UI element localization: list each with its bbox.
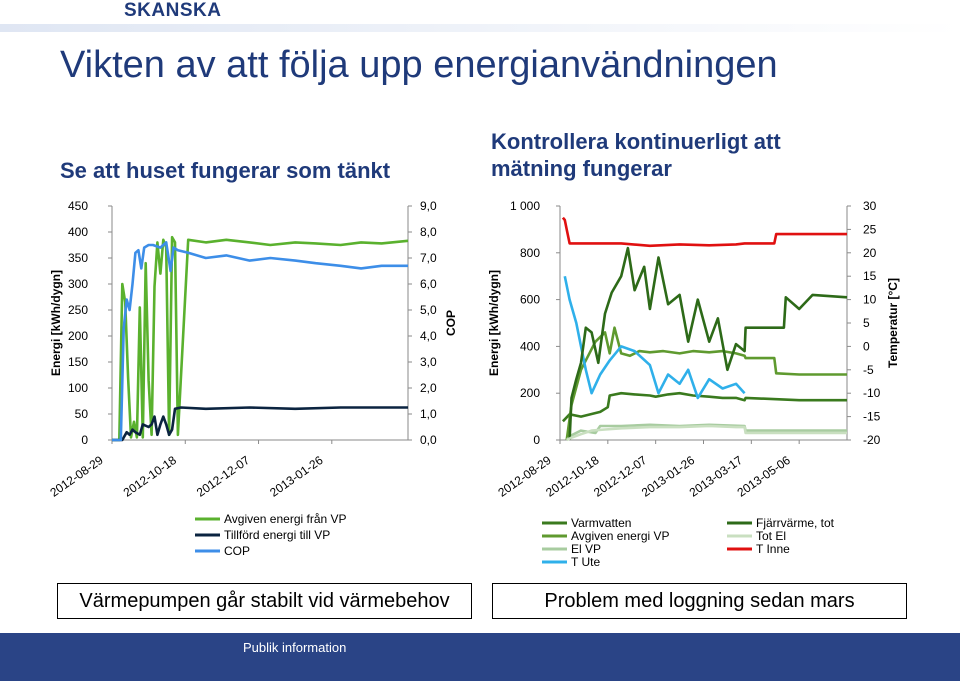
series-line-0 (563, 393, 847, 421)
skanska-logo: SKANSKA (124, 0, 222, 21)
series-line-6 (563, 218, 847, 246)
y2-tick-label: 6,0 (420, 277, 437, 291)
series-line-1 (112, 408, 408, 441)
y2-tick-label: 4,0 (420, 329, 437, 343)
y2-tick-label: 9,0 (420, 199, 437, 213)
x-tick-label: 2013-01-26 (638, 452, 698, 500)
legend-label: Tot El (756, 529, 787, 543)
y2-tick-label: 20 (863, 245, 877, 260)
y2-tick-label: 7,0 (420, 251, 437, 265)
legend-label: El VP (571, 542, 602, 556)
x-tick-label: 2012-10-18 (120, 452, 179, 500)
slide-title: Vikten av att följa upp energianvändningen (60, 44, 778, 86)
y2-axis-title: COP (444, 309, 458, 337)
y-tick-label: 600 (519, 292, 540, 307)
y2-tick-label: 15 (863, 269, 877, 284)
x-tick-label: 2012-08-29 (47, 452, 106, 500)
legend-label: Avgiven energi VP (571, 529, 670, 543)
right-caption: Problem med loggning sedan mars (492, 583, 907, 619)
y-tick-label: 100 (67, 381, 88, 395)
y-tick-label: 250 (67, 303, 88, 317)
y2-tick-label: 10 (863, 292, 877, 307)
y-tick-label: 400 (67, 225, 88, 239)
right-subtitle-line2: mätning fungerar (491, 156, 672, 181)
legend-label: Fjärrvärme, tot (756, 516, 835, 530)
right-subtitle-line1: Kontrollera kontinuerligt att (491, 129, 781, 154)
legend-label: T Ute (571, 555, 601, 569)
legend-label: COP (224, 544, 251, 558)
legend-label: T Inne (756, 542, 790, 556)
y-tick-label: 0 (81, 433, 88, 447)
x-tick-label: 2013-01-26 (267, 452, 326, 500)
x-tick-label: 2013-05-06 (734, 452, 793, 500)
y2-tick-label: 0 (863, 339, 870, 354)
y-tick-label: 150 (67, 355, 88, 369)
y-tick-label: 300 (67, 277, 88, 291)
legend-label: Tillförd energi till VP (224, 528, 331, 542)
chart-metering (480, 190, 960, 575)
series-line-5 (567, 426, 847, 440)
y-tick-label: 1 000 (509, 199, 540, 213)
y2-tick-label: 30 (863, 199, 877, 213)
y-tick-label: 0 (533, 433, 540, 447)
y2-tick-label: -10 (863, 386, 881, 401)
y2-axis-title: Temperatur [°C] (886, 278, 900, 368)
y-tick-label: 450 (67, 199, 88, 213)
left-subtitle: Se att huset fungerar som tänkt (60, 158, 391, 183)
y2-tick-label: -20 (863, 433, 881, 447)
y2-tick-label: -5 (863, 362, 874, 377)
y-tick-label: 350 (67, 251, 88, 265)
y-axis-title: Energi [kWh/dygn] (49, 270, 63, 376)
y2-tick-label: 3,0 (420, 355, 437, 369)
y2-tick-label: -15 (863, 409, 881, 424)
chart-heat-pump (0, 190, 480, 575)
footer-bar (0, 633, 960, 681)
legend-label: Avgiven energi från VP (224, 512, 347, 526)
y-tick-label: 200 (519, 386, 540, 401)
x-tick-label: 2012-12-07 (591, 452, 650, 500)
y-tick-label: 400 (519, 339, 540, 354)
x-tick-label: 2012-10-18 (543, 452, 602, 500)
y2-tick-label: 2,0 (420, 381, 437, 395)
right-subtitle (491, 128, 891, 182)
x-tick-label: 2012-12-07 (193, 452, 253, 500)
y-tick-label: 200 (67, 329, 88, 343)
y2-tick-label: 25 (863, 222, 877, 237)
y-tick-label: 800 (519, 245, 540, 260)
legend-label: Varmvatten (571, 516, 632, 530)
y-axis-title: Energi [kWh/dygn] (487, 270, 501, 376)
y2-tick-label: 1,0 (420, 407, 437, 421)
footer-text: Publik information (243, 640, 347, 655)
y2-tick-label: 5,0 (420, 303, 437, 317)
y-tick-label: 50 (74, 407, 88, 421)
x-tick-label: 2013-03-17 (686, 452, 746, 500)
left-caption: Värmepumpen går stabilt vid värmebehov (57, 583, 472, 619)
y2-tick-label: 8,0 (420, 225, 437, 239)
y2-tick-label: 5 (863, 316, 870, 330)
y2-tick-label: 0,0 (420, 433, 437, 447)
header-divider (0, 24, 960, 32)
x-tick-label: 2012-08-29 (495, 452, 554, 500)
